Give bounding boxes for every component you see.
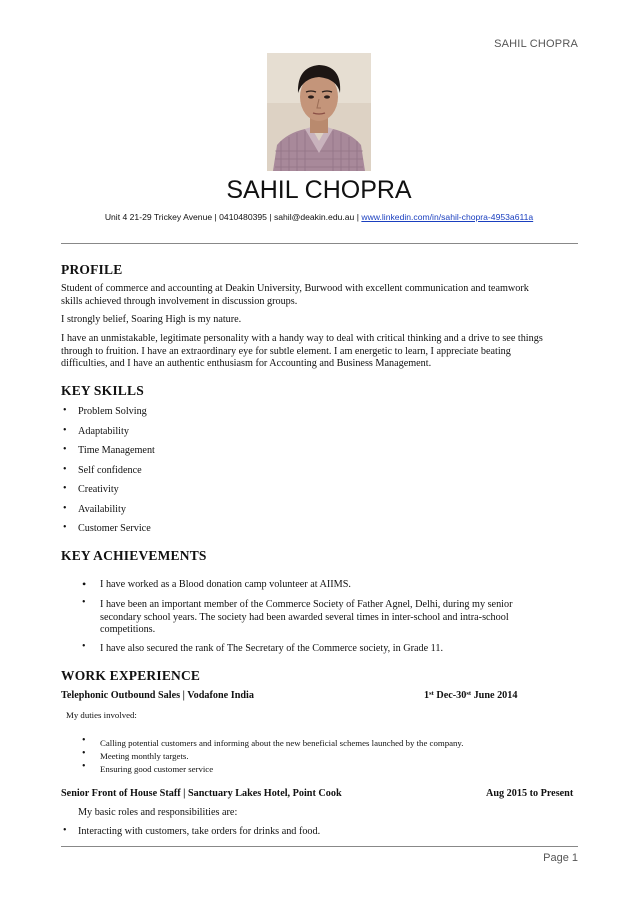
bullet-icon: •	[63, 405, 67, 416]
job1-date-part: Dec-30	[433, 690, 467, 701]
achievement-2-line3: competitions.	[100, 624, 156, 636]
bullet-icon: •	[82, 735, 86, 746]
bottom-divider	[61, 846, 578, 847]
job2-date: Aug 2015 to Present	[486, 788, 574, 799]
job1-duty: Ensuring good customer service	[100, 764, 214, 774]
contact-details: Unit 4 21-29 Trickey Avenue | 0410480395 | sahil@deakin.edu.au |	[104, 212, 362, 222]
resume-name-title: SAHIL CHOPRA	[226, 176, 412, 204]
job2-title: Senior Front of House Staff | Sanctuary Lakes Hotel, Point Cook	[61, 788, 342, 799]
profile-paragraph-2: I strongly belief, Soaring High is my nature.	[61, 314, 242, 325]
bullet-icon: •	[82, 748, 86, 759]
achievement-item-3: I have also secured the rank of The Secretary of the Commerce society, in Grade 11.	[100, 643, 444, 654]
profile-photo	[267, 53, 371, 171]
achievement-2-line2: secondary school years. The society had been awarded several times in inter-school and intra-school	[100, 611, 509, 623]
skill-item: Customer Service	[78, 523, 151, 534]
profile-paragraph-3	[61, 333, 581, 371]
profile-p3-line1: I have an unmistakable, legitimate personality with a handy way to deal with critical thinking and a drive to see things	[61, 333, 543, 344]
profile-p1-line2: skills achieved through involvement in discussion groups.	[61, 295, 298, 307]
skill-item: Adaptability	[78, 426, 129, 437]
job1-date	[424, 690, 517, 701]
achievement-2-line1: I have been an important member of the Commerce Society of Father Agnel, Delhi, during my senior	[100, 599, 513, 610]
job2-duty: Interacting with customers, take orders for drinks and food.	[78, 826, 321, 837]
work-heading: WORK EXPERIENCE	[61, 668, 201, 683]
skill-item: Availability	[78, 504, 126, 515]
skill-item: Self confidence	[78, 465, 142, 476]
page-number: Page 1	[543, 852, 578, 864]
job1-intro: My duties involved:	[66, 710, 137, 720]
job1-date-part: 1	[424, 690, 430, 701]
profile-p3-line2: through to fruition. I have an extraordinary eye for subtle element. I am energetic to learn, I appreciate beating	[61, 345, 511, 357]
bullet-icon: •	[63, 522, 67, 533]
achievement-item-1: I have worked as a Blood donation camp volunteer at AIIMS.	[100, 579, 351, 590]
skills-heading: KEY SKILLS	[61, 383, 144, 398]
linkedin-link[interactable]: www.linkedin.com/in/sahil-chopra-4953a611a	[361, 212, 534, 222]
bullet-icon: •	[63, 464, 67, 475]
bullet-icon: •	[63, 425, 67, 436]
achievement-item-2	[100, 599, 512, 637]
skill-item: Problem Solving	[78, 406, 147, 417]
bullet-icon: •	[82, 761, 86, 772]
job1-duty: Calling potential customers and informing about the new beneficial schemes launched by the company.	[100, 738, 464, 748]
job1-title: Telephonic Outbound Sales | Vodafone India	[61, 690, 254, 701]
running-header-name: SAHIL CHOPRA	[494, 38, 578, 50]
achievements-heading: KEY ACHIEVEMENTS	[61, 548, 207, 563]
profile-p1-line1: Student of commerce and accounting at Deakin University, Burwood with excellent communication and teamwork	[61, 283, 529, 294]
skill-item: Time Management	[78, 445, 155, 456]
skill-item: Creativity	[78, 484, 119, 495]
bullet-icon: •	[82, 597, 86, 608]
job1-date-sup: st	[429, 690, 434, 697]
job2-intro: My basic roles and responsibilities are:	[78, 807, 238, 818]
top-divider	[61, 243, 578, 244]
bullet-icon: •	[63, 444, 67, 455]
job1-date-part: June 2014	[471, 690, 518, 701]
bullet-icon: •	[63, 503, 67, 514]
profile-paragraph-1	[61, 283, 581, 308]
job1-duty: Meeting monthly targets.	[100, 751, 189, 761]
bullet-icon: •	[82, 577, 87, 591]
bullet-icon: •	[82, 641, 86, 652]
profile-heading: PROFILE	[61, 262, 123, 277]
job1-date-sup: st	[466, 690, 472, 697]
bullet-icon: •	[63, 825, 67, 836]
profile-p3-line3: difficulties, and I have an authentic enthusiasm for Accounting and Business Management.	[61, 358, 432, 370]
bullet-icon: •	[63, 483, 67, 494]
contact-line	[0, 212, 638, 222]
